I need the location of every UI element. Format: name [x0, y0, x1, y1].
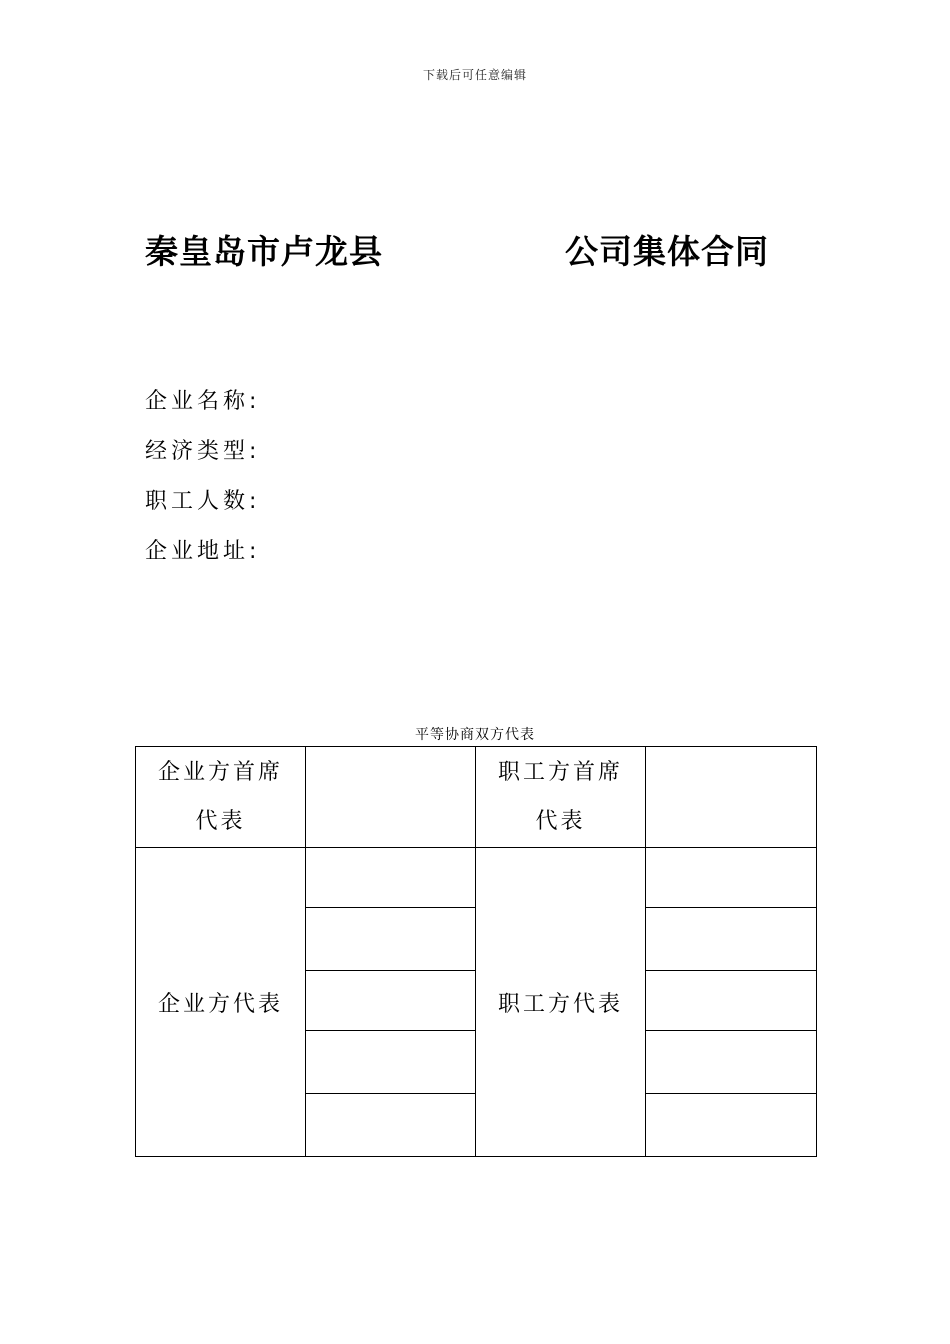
employee-rep-cell[interactable] — [646, 848, 817, 908]
document-title-type: 公司集体合同 — [565, 232, 769, 271]
employee-reps-label-cell — [476, 848, 646, 1157]
employer-reps-label-cell — [136, 848, 306, 1157]
employer-rep-cell[interactable] — [306, 848, 476, 908]
employer-rep-cell[interactable] — [306, 908, 476, 971]
document-title-region: 秦皇岛市卢龙县 — [145, 232, 383, 271]
company-name-label: 企业名称: — [145, 389, 261, 414]
employee-count-label: 职工人数: — [145, 489, 261, 514]
employee-rep-cell[interactable] — [646, 1031, 817, 1094]
company-address-label: 企业地址: — [145, 539, 261, 564]
employee-chief-label-cell — [476, 747, 646, 848]
employer-rep-cell[interactable] — [306, 971, 476, 1031]
employee-rep-cell[interactable] — [646, 908, 817, 971]
table-caption: 平等协商双方代表 — [415, 727, 535, 743]
employer-rep-cell[interactable] — [306, 1031, 476, 1094]
employee-chief-label: 职工方首席代表 — [497, 760, 623, 834]
employee-reps-label: 职工方代表 — [497, 991, 623, 1017]
employer-reps-label: 企业方代表 — [157, 991, 283, 1017]
employer-chief-label-cell — [136, 747, 306, 848]
employer-chief-label: 企业方首席代表 — [157, 760, 283, 834]
employer-chief-value-cell[interactable] — [306, 747, 476, 848]
header-note: 下载后可任意编辑 — [422, 68, 527, 82]
employee-chief-value-cell[interactable] — [646, 747, 817, 848]
representatives-table — [135, 746, 817, 1157]
employee-rep-cell[interactable] — [646, 971, 817, 1031]
employer-rep-cell[interactable] — [306, 1094, 476, 1157]
employee-rep-cell[interactable] — [646, 1094, 817, 1157]
economic-type-label: 经济类型: — [145, 439, 261, 464]
